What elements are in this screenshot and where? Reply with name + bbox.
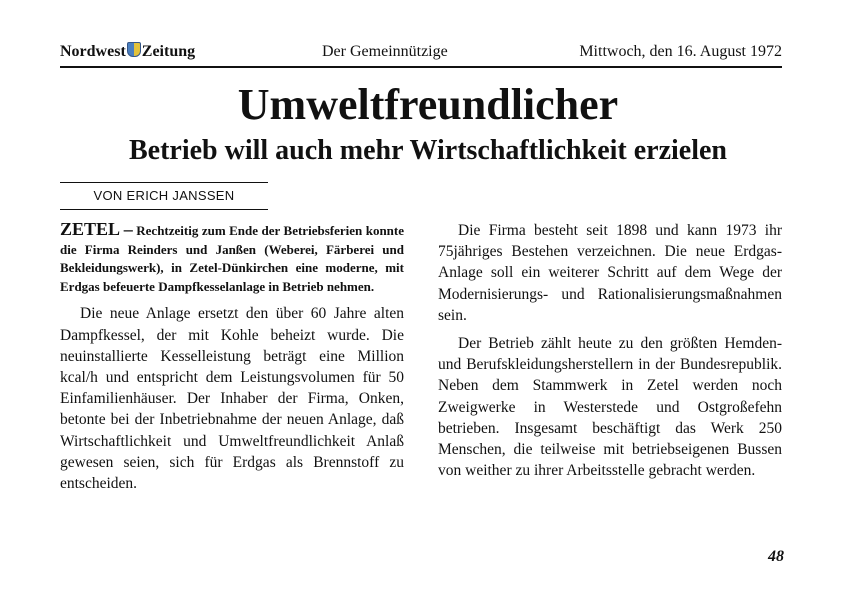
- issue-date: Mittwoch, den 16. August 1972: [579, 43, 782, 60]
- paper-name-left: Nordwest: [60, 43, 126, 60]
- byline: VON ERICH JANSSEN: [60, 182, 268, 210]
- paper-name: [60, 42, 195, 62]
- dateline: ZETEL –: [60, 219, 133, 239]
- crest-icon: [127, 42, 141, 57]
- article-column-right: [438, 220, 782, 488]
- masthead: [60, 42, 782, 68]
- headline: Umweltfreundlicher: [237, 80, 619, 129]
- lead-text: Rechtzeitig zum Ende der Betriebsferien konnte die Firma Reinders und Janßen (Weberei, Färberei und Bekleidungswerk), in Zetel-Dünkirchen eine moderne, mit Erdgas befeuerte Dampfkesselanlage in Betrieb nehmen.: [60, 223, 405, 294]
- page-number: 48: [768, 548, 784, 565]
- body-paragraph: Der Betrieb zählt heute zu den größten Hemden- und Berufskleidungsherstellern in der Bundesrepublik. Neben dem Stammwerk in Zetel werden noch Zweigwerke in Westerstede und Ostgroßefehn betrieben. Insgesamt beschäftigt das Werk 250 Menschen, die teilweise mit betriebseigenen Bussen von weither zu ihrer Arbeitsstelle gebracht werden.: [438, 335, 782, 480]
- body-paragraph: Die Firma besteht seit 1898 und kann 1973 ihr 75jähriges Bestehen verzeichnen. Die neue Erdgas-Anlage soll ein weiterer Schritt auf dem Wege der Modernisierungs- und Rationalisierungsmaßnahmen sein.: [438, 222, 782, 324]
- subheadline: Betrieb will auch mehr Wirtschaftlichkeit erzielen: [128, 135, 727, 166]
- body-paragraph: Die neue Anlage ersetzt den über 60 Jahre alten Dampfkessel, der mit Kohle beheizt wurde. Die neuinstallierte Kesselleistung beträgt eine Million kcal/h und entspricht dem Leistungsvolumen für 50 Einfamilienhäuser. Der Inhaber der Firma, Onken, betonte bei der Inbetriebnahme der neuen Anlage, daß Wirtschaftlichkeit und Umweltfreundlichkeit Anlaß gewesen seien, sich für Erdgas als Brennstoff zu entscheiden.: [60, 305, 404, 492]
- section-name: Der Gemeinnützige: [322, 43, 448, 60]
- article-column-left: [60, 220, 404, 501]
- lead-paragraph: [60, 220, 404, 296]
- paper-name-right: Zeitung: [141, 43, 196, 60]
